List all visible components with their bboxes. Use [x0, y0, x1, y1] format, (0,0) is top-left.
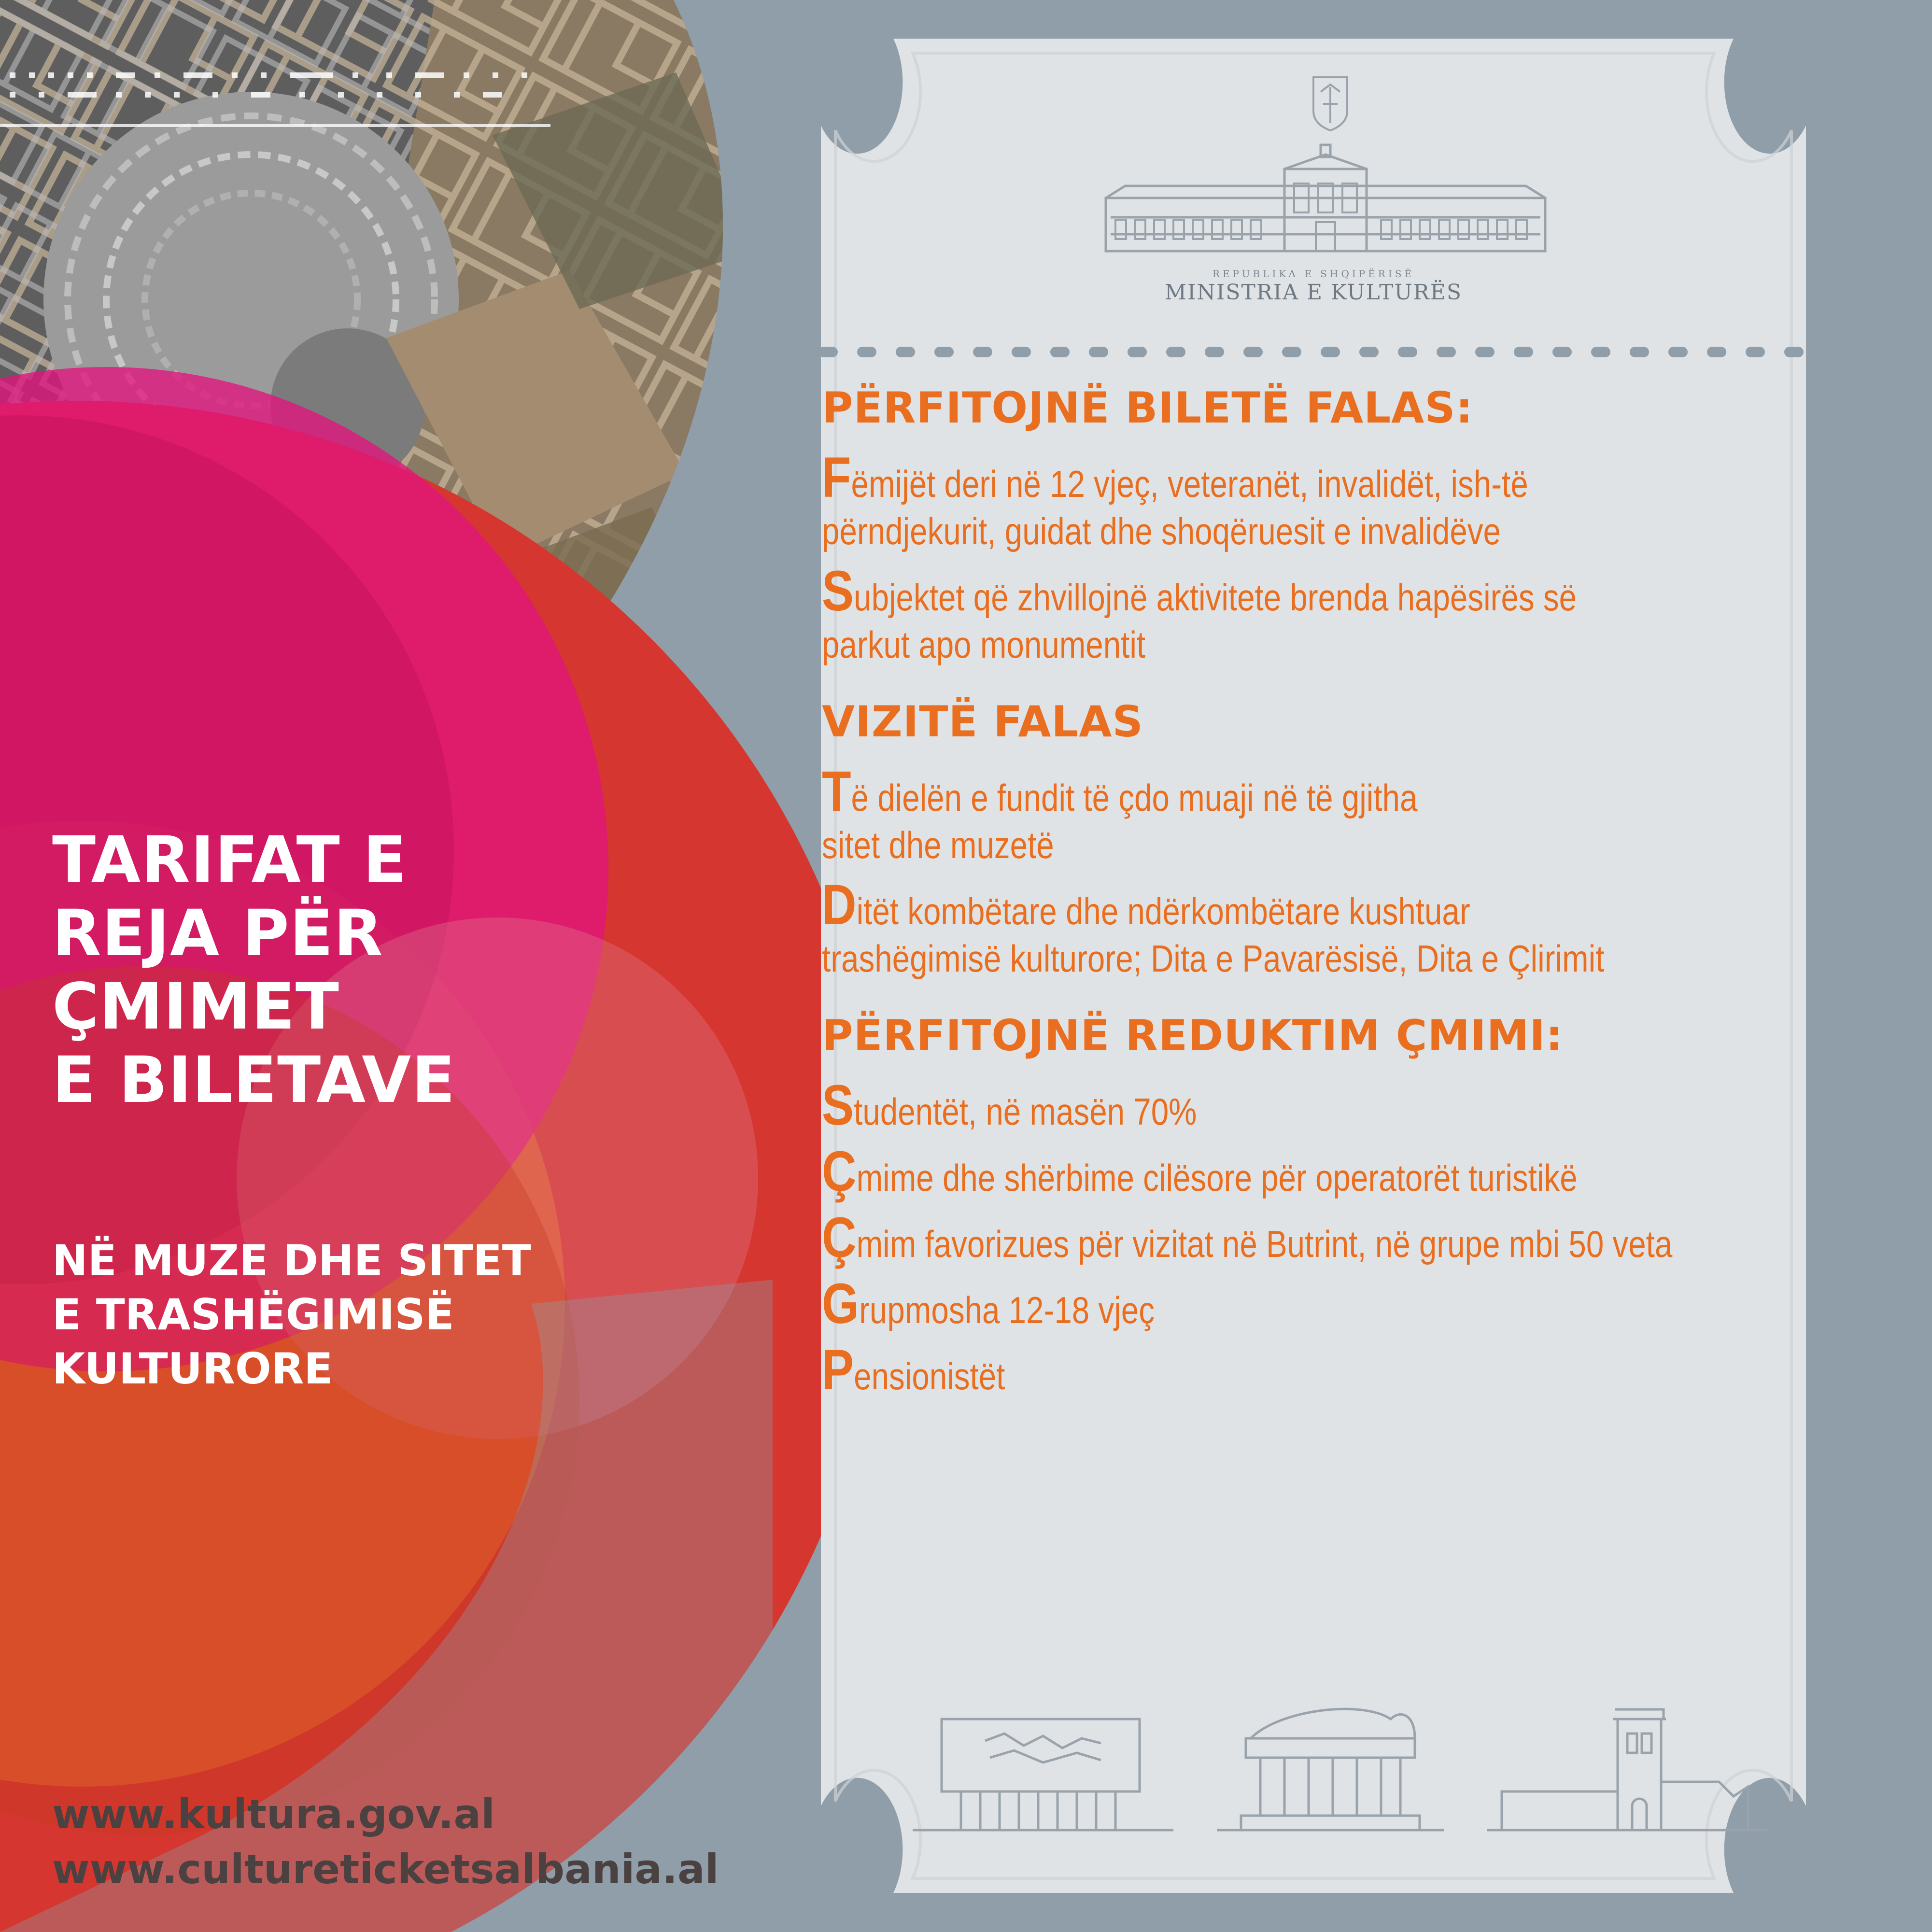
list-item — [822, 760, 1860, 869]
list-item — [822, 1338, 1860, 1402]
item-initial: G — [822, 1272, 860, 1336]
item-initial: P — [822, 1338, 854, 1402]
item-initial: Ç — [822, 1140, 857, 1203]
item-initial: S — [822, 559, 854, 623]
website-link-culturetickets[interactable]: www.cultureticketsalbania.al — [52, 1846, 719, 1893]
item-text: ë dielën e fundit të çdo muaji në të gjitha — [851, 776, 1418, 819]
item-text: ëmijët deri në 12 vjeç, veteranët, invalidët, ish-të — [851, 463, 1528, 505]
item-initial: D — [822, 873, 857, 937]
item-text: ubjektet që zhvillojnë aktivitete brenda hapësirës së — [854, 576, 1577, 619]
ticket-content — [822, 381, 1865, 1412]
list-item — [822, 1206, 1860, 1269]
item-initial: S — [822, 1073, 854, 1137]
subheadline-line: NË MUZE DHE SITET — [52, 1236, 531, 1285]
headline-line: E BILETAVE — [52, 1043, 456, 1117]
ministry-country: REPUBLIKA E SHQIPËRISË — [1212, 268, 1415, 280]
subheadline-line: KULTURORE — [52, 1344, 333, 1394]
website-link-kultura[interactable]: www.kultura.gov.al — [52, 1791, 495, 1838]
list-item — [822, 1073, 1860, 1137]
item-text: përndjekurit, guidat dhe shoqëruesit e invalidëve — [822, 510, 1501, 552]
item-text: mim favorizues për vizitat në Butrint, në grupe mbi 50 veta — [856, 1223, 1673, 1265]
item-text: mime dhe shërbime cilësore për operatorët turistikë — [856, 1156, 1578, 1199]
section-title-free-ticket: PËRFITOJNË BILETË FALAS: — [822, 383, 1473, 433]
list-item — [822, 1140, 1860, 1203]
headline-line: ÇMIMET — [52, 970, 339, 1044]
website-links — [52, 1787, 719, 1897]
ministry-name: MINISTRIA E KULTURËS — [1164, 280, 1463, 305]
list-item — [822, 1272, 1860, 1336]
item-text: parkut apo monumentit — [822, 623, 1146, 666]
section-title-free-visit: VIZITË FALAS — [822, 697, 1143, 747]
item-text: ensionistët — [854, 1355, 1005, 1397]
headline-line: TARIFAT E — [52, 823, 407, 897]
poster-subheadline — [52, 1234, 632, 1396]
poster-headline — [52, 823, 583, 1117]
item-initial: Ç — [822, 1206, 857, 1269]
headline-line: REJA PËR — [52, 896, 383, 971]
list-item — [822, 446, 1860, 555]
item-text: trashëgimisë kulturore; Dita e Pavarësisë, Dita e Çlirimit — [822, 937, 1605, 980]
item-initial: F — [822, 446, 851, 509]
item-text: sitet dhe muzetë — [822, 824, 1054, 866]
subheadline-line: E TRASHËGIMISË — [52, 1290, 454, 1340]
list-item — [822, 559, 1860, 668]
list-item — [822, 873, 1860, 982]
item-text: rupmosha 12-18 vjeç — [859, 1289, 1155, 1331]
item-text: tudentët, në masën 70% — [854, 1090, 1197, 1133]
section-title-price-reduction: PËRFITOJNË REDUKTIM ÇMIMI: — [822, 1011, 1564, 1060]
item-text: itët kombëtare dhe ndërkombëtare kushtuar — [856, 890, 1470, 932]
item-initial: T — [822, 760, 851, 823]
